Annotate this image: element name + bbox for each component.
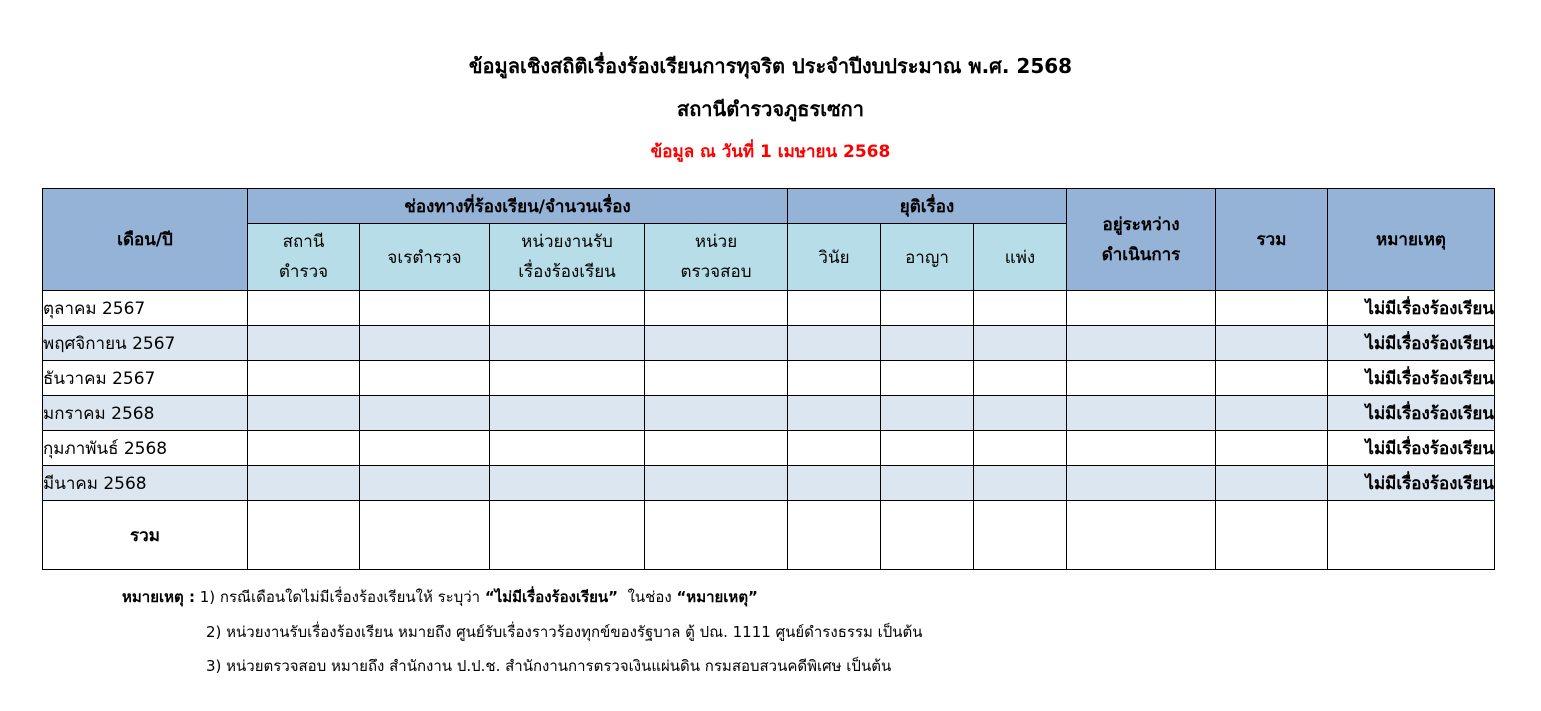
- table-row: [43, 361, 1495, 396]
- month-cell: มีนาคม 2568: [43, 466, 248, 501]
- header-pending: อยู่ระหว่าง ดำเนินการ: [1067, 189, 1216, 291]
- document-title: ข้อมูลเชิงสถิติเรื่องร้องเรียนการทุจริต ประจำปีงบประมาณ พ.ศ. 2568: [468, 54, 1073, 78]
- month-cell: มกราคม 2568: [43, 396, 248, 431]
- header-receiving-agency: หน่วยงานรับ เรื่องร้องเรียน: [490, 224, 645, 291]
- remark-cell: ไม่มีเรื่องร้องเรียน: [1328, 326, 1495, 361]
- table-row: [43, 396, 1495, 431]
- month-cell: ตุลาคม 2567: [43, 291, 248, 326]
- remark-cell: ไม่มีเรื่องร้องเรียน: [1328, 431, 1495, 466]
- header-month: เดือน/ปี: [43, 189, 248, 291]
- station-name: สถานีตำรวจภูธรเซกา: [676, 97, 864, 121]
- header-remark: หมายเหตุ: [1328, 189, 1495, 291]
- total-row: [43, 501, 1495, 570]
- table-row: [43, 466, 1495, 501]
- month-cell: กุมภาพันธ์ 2568: [43, 431, 248, 466]
- month-cell: พฤศจิกายน 2567: [43, 326, 248, 361]
- data-date: ข้อมูล ณ วันที่ 1 เมษายน 2568: [650, 142, 891, 162]
- month-cell: ธันวาคม 2567: [43, 361, 248, 396]
- total-label: รวม: [43, 501, 248, 570]
- header-total: รวม: [1216, 189, 1328, 291]
- footnote-label: หมายเหตุ :: [122, 588, 195, 606]
- header-concluded: ยุติเรื่อง: [788, 189, 1067, 224]
- remark-cell: ไม่มีเรื่องร้องเรียน: [1328, 361, 1495, 396]
- header-channels: ช่องทางที่ร้องเรียน/จำนวนเรื่อง: [248, 189, 788, 224]
- remark-cell: ไม่มีเรื่องร้องเรียน: [1328, 291, 1495, 326]
- remark-cell: ไม่มีเรื่องร้องเรียน: [1328, 396, 1495, 431]
- table-row: [43, 291, 1495, 326]
- header-criminal: อาญา: [881, 224, 974, 291]
- footnote-1: หมายเหตุ : 1) กรณีเดือนใดไม่มีเรื่องร้องเรียนให้ ระบุว่า “ไม่มีเรื่องร้องเรียน” ในช่อง “หมายเหตุ”: [122, 588, 758, 606]
- complaint-statistics-table: [42, 188, 1495, 570]
- header-police-inspector: จเรตำรวจ: [360, 224, 490, 291]
- footnote-2: 2) หน่วยงานรับเรื่องร้องเรียน หมายถึง ศูนย์รับเรื่องราวร้องทุกข์ของรัฐบาล ตู้ ปณ. 1111 ศูนย์ดำรงธรรม เป็นต้น: [206, 623, 923, 641]
- header-audit-agency: หน่วย ตรวจสอบ: [645, 224, 788, 291]
- header-civil: แพ่ง: [974, 224, 1067, 291]
- header-police-station: สถานี ตำรวจ: [248, 224, 360, 291]
- footnote-3: 3) หน่วยตรวจสอบ หมายถึง สำนักงาน ป.ป.ช. สำนักงานการตรวจเงินแผ่นดิน กรมสอบสวนคดีพิเศษ เป็นต้น: [206, 657, 892, 675]
- remark-cell: ไม่มีเรื่องร้องเรียน: [1328, 466, 1495, 501]
- table-row: [43, 431, 1495, 466]
- table-row: [43, 326, 1495, 361]
- header-disciplinary: วินัย: [788, 224, 881, 291]
